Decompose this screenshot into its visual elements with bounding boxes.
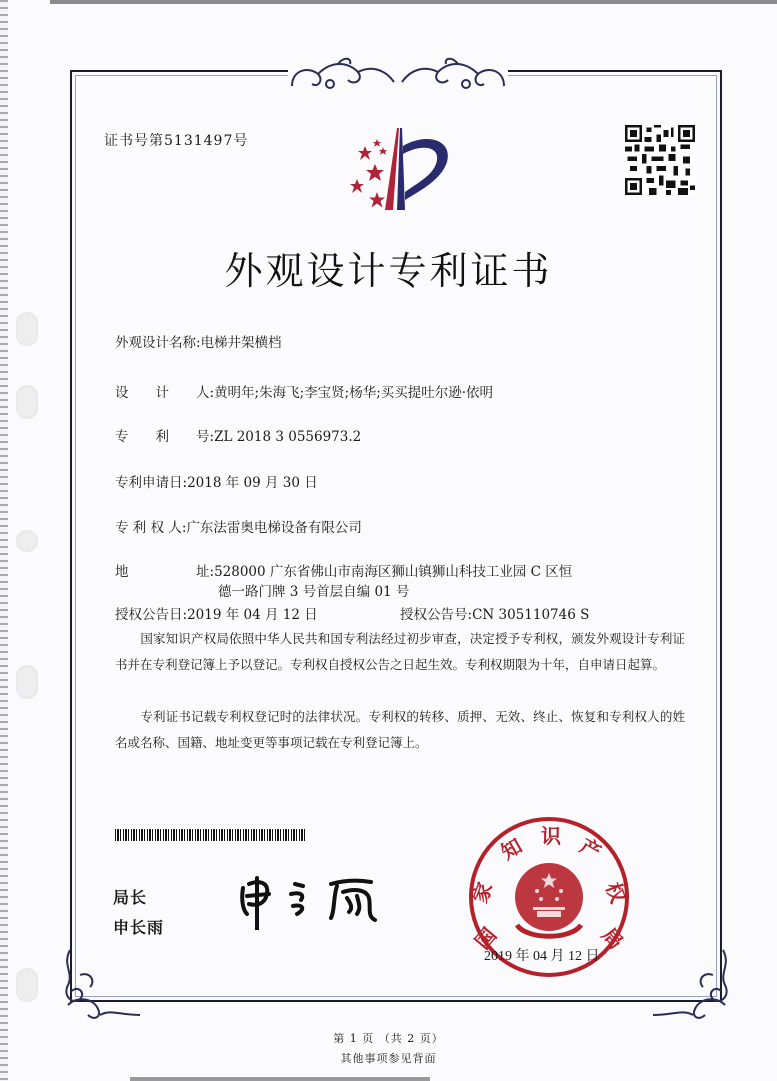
- paper-edge-shadow: [50, 0, 777, 4]
- certificate-title: 外观设计专利证书: [224, 249, 553, 293]
- statement-paragraph-2: 专利证书记载专利权登记时的法律状况。专利权的转移、质押、无效、终止、恢复和专利权人的姓名或名称、国籍、地址变更等事项记载在专利登记簿上。: [115, 709, 685, 750]
- svg-text:知: 知: [496, 833, 527, 865]
- svg-text:国: 国: [470, 923, 502, 954]
- field-label: 专 利 权 人:: [115, 520, 187, 536]
- field-address-line2: 德一路门牌 3 号首层自编 01 号: [218, 584, 410, 600]
- svg-text:产: 产: [575, 833, 606, 865]
- certificate-number-label: 证书号第: [104, 133, 164, 149]
- certificate-number-suffix: 号: [233, 133, 249, 149]
- field-patentee: [115, 516, 362, 536]
- signature-icon: [235, 870, 395, 930]
- field-label: 专 利 号:: [115, 429, 215, 445]
- field-label: 专利申请日:: [115, 475, 188, 491]
- field-grant-number: [400, 603, 589, 623]
- punch-hole: [16, 530, 38, 552]
- signatory-name: 申长雨: [113, 918, 165, 937]
- punch-hole: [16, 312, 38, 346]
- field-value: 电梯井架横档: [200, 335, 282, 351]
- perforated-edge: [0, 0, 8, 1081]
- svg-text:家: 家: [467, 879, 498, 907]
- signatory-title: 局长: [113, 888, 148, 907]
- field-grant-date: [115, 603, 318, 623]
- see-back-note: 其他事项参见背面: [340, 1052, 437, 1065]
- field-design-name: [115, 331, 282, 351]
- field-label: 地 址:: [115, 564, 215, 580]
- field-designers: [115, 381, 493, 401]
- cnipa-logo-icon: [335, 118, 455, 218]
- field-filing-date: [115, 471, 318, 491]
- certificate-number: [104, 130, 248, 150]
- field-value: CN 305110746 S: [472, 607, 590, 623]
- field-value: ZL 2018 3 0556973.2: [214, 429, 362, 445]
- field-value: 广东法雷奥电梯设备有限公司: [186, 520, 362, 536]
- corner-ornament-icon: [648, 945, 733, 1025]
- field-patent-number: [115, 425, 361, 445]
- seal-date: 2019 年 04 月 12 日: [484, 949, 600, 964]
- page-number: 第 1 页 （共 2 页）: [333, 1032, 444, 1045]
- statement-paragraph-1: 国家知识产权局依照中华人民共和国专利法经过初步审查，决定授予专利权，颁发外观设计专利证书并在专利登记簿上予以登记。专利权自授权公告之日起生效。专利权期限为十年，自申请日起算。: [115, 631, 685, 672]
- barcode-icon: [115, 829, 305, 841]
- field-value: 528000 广东省佛山市南海区狮山镇狮山科技工业园 C 区恒: [214, 564, 573, 580]
- field-label: 授权公告号:: [400, 607, 473, 623]
- qr-code-icon: [625, 125, 695, 195]
- paper-edge-shadow: [130, 1077, 430, 1081]
- field-value: 2018 年 09 月 30 日: [187, 475, 318, 491]
- svg-text:权: 权: [600, 879, 631, 907]
- field-value: 黄明年;朱海飞;李宝贤;杨华;买买提吐尔逊·依明: [214, 385, 494, 401]
- svg-text:识: 识: [541, 824, 561, 848]
- punch-hole: [16, 665, 38, 699]
- certificate-number-value: 5131497: [164, 133, 234, 149]
- top-ornament-icon: [288, 50, 508, 92]
- field-label: 外观设计名称:: [115, 335, 201, 351]
- field-address: [115, 560, 572, 580]
- field-label: 设 计 人:: [115, 385, 215, 401]
- field-value: 2019 年 04 月 12 日: [187, 607, 318, 623]
- punch-hole: [16, 385, 38, 419]
- svg-text:局: 局: [596, 923, 628, 954]
- punch-hole: [16, 968, 38, 1002]
- field-label: 授权公告日:: [115, 607, 188, 623]
- corner-ornament-icon: [60, 945, 145, 1025]
